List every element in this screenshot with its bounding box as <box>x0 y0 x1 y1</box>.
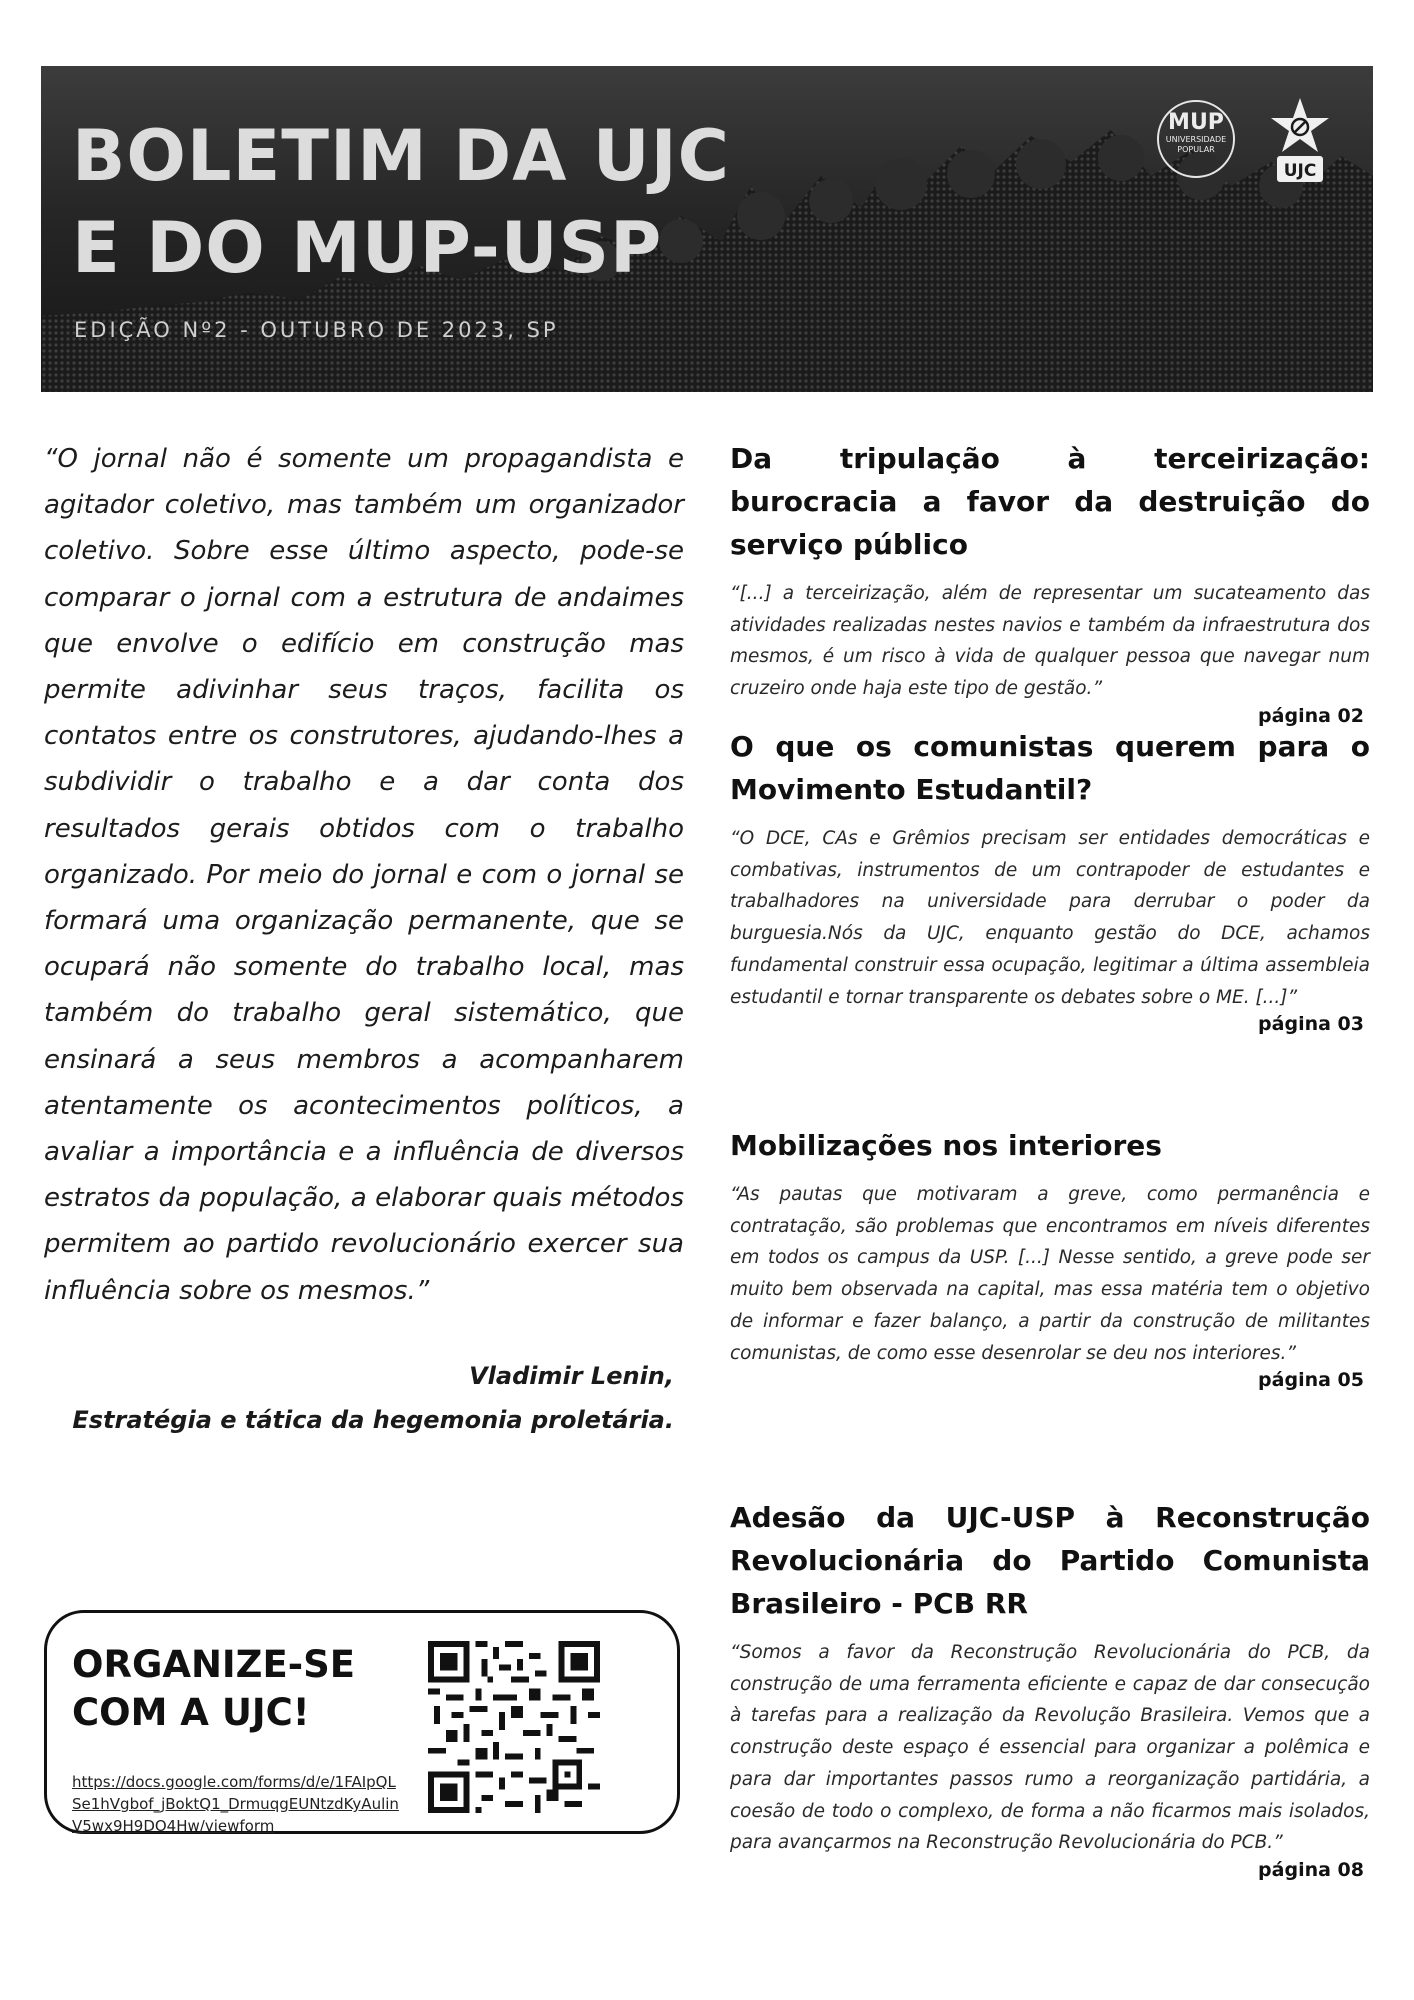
organize-box <box>44 1610 680 1834</box>
organize-title-line1: ORGANIZE-SE <box>72 1643 356 1686</box>
banner-title-line2: E DO MUP-USP <box>72 207 663 289</box>
article-title: O que os comunistas querem para o Movimento Estudantil? <box>730 730 1370 806</box>
banner-title-line1: BOLETIM DA UJC <box>72 115 731 197</box>
ujc-star-logo <box>1269 96 1331 186</box>
article-terceirizacao <box>730 437 1370 727</box>
lenin-quote: “O jornal não é somente um propagandista e agitador coletivo, mas também um organizador coletivo. Sobre esse último aspecto, pode-se comparar o jornal com a estrutura de andaimes que envolve o edifício em construção mas permite adivinhar seus traços, facilita os contatos entre os construtores, ajudando-lhes a subdividir o trabalho e a dar conta dos resultados gerais obtidos com o trabalho organizado. Por meio do jornal e com o jornal se formará uma organização permanente, que se ocupará não somente do trabalho local, mas também do trabalho geral sistemático, que ensinará a seus membros a acompanharem atentamente os acontecimentos políticos, a avaliar a importância e a influência de diversos estratos da população, a elaborar quais métodos permitem ao partido revolucionário exercer sua influência sobre os mesmos.” <box>44 444 684 1306</box>
header-banner <box>41 66 1373 392</box>
edition-info: EDIÇÃO Nº2 - OUTUBRO DE 2023, SP <box>74 318 559 342</box>
organize-title <box>72 1641 355 1737</box>
signup-form-link[interactable]: https://docs.google.com/forms/d/e/1FAIpQLSe1hVgbof_jBoktQ1_DrmuqgEUNtzdKyAulinV5wx9H9DO4Hw/viewform <box>72 1773 399 1835</box>
quote-source: Estratégia e tática da hegemonia proletária. <box>72 1406 674 1434</box>
banner-title <box>72 110 730 294</box>
mup-logo <box>1157 100 1235 178</box>
article-excerpt: “Somos a favor da Reconstrução Revolucionária do PCB, da construção de uma ferramenta eficiente e capaz de dar consecução à tarefas para a realização da Revolução Brasileira. Vemos que a construção deste espaço é essencial para organizar a polêmica e para dar importantes passos rumo a reorganização partidária, a coesão de todo o complexo, de forma a não ficarmos mais isolados, para avançarmos na Reconstrução Revolucionária do PCB.” <box>730 1642 1370 1854</box>
ujc-logo-text: UJC <box>1283 161 1317 181</box>
article-page-ref: página 05 <box>1258 1369 1364 1392</box>
article-title: Mobilizações nos interiores <box>730 1129 1162 1162</box>
article-title: Adesão da UJC-USP à Reconstrução Revolucionária do Partido Comunista Brasileiro - PCB RR <box>730 1501 1370 1620</box>
article-page-ref: página 03 <box>1258 1013 1364 1036</box>
article-page-ref: página 08 <box>1258 1858 1364 1881</box>
organize-title-line2: COM A UJC! <box>72 1691 310 1734</box>
article-mobilizacoes <box>730 1124 1370 1391</box>
qr-code-icon[interactable] <box>428 1641 600 1813</box>
article-movimento-estudantil <box>730 725 1370 1035</box>
article-excerpt: “O DCE, CAs e Grêmios precisam ser entidades democráticas e combativas, instrumentos de um contrapoder de estudantes e trabalhadores na universidade para derrubar o poder da burguesia.Nós da UJC, enquanto gestão do DCE, achamos fundamental construir essa ocupação, legitimar a última assembleia estudantil e tornar transparente os debates sobre o ME. [...]” <box>730 828 1370 1008</box>
mup-logo-subtext-2: POPULAR <box>1177 145 1215 154</box>
article-excerpt: “[...] a terceirização, além de representar um sucateamento das atividades realizadas nestes navios e também da infraestrutura dos mesmos, é um risco à vida de qualquer pessoa que navegar num cruzeiro onde haja este tipo de gestão.” <box>730 583 1370 700</box>
mup-logo-subtext-1: UNIVERSIDADE <box>1165 135 1227 144</box>
quote-author: Vladimir Lenin, <box>469 1362 674 1390</box>
article-excerpt: “As pautas que motivaram a greve, como permanência e contratação, são problemas que encontramos em níveis diferentes em todos os campus da USP. [...] Nesse sentido, a greve pode ser muito bem observada na capital, mas essa matéria tem o objetivo de informar e fazer balanço, a partir da construção de militantes comunistas, de como esse desenrolar se deu nos interiores.” <box>730 1184 1370 1364</box>
article-title: Da tripulação à terceirização: burocracia a favor da destruição do serviço público <box>730 442 1370 561</box>
mup-logo-text: MUP <box>1168 110 1224 135</box>
article-page-ref: página 02 <box>1258 704 1364 727</box>
quote-attribution <box>44 1354 674 1442</box>
article-pcb-rr <box>730 1496 1370 1881</box>
